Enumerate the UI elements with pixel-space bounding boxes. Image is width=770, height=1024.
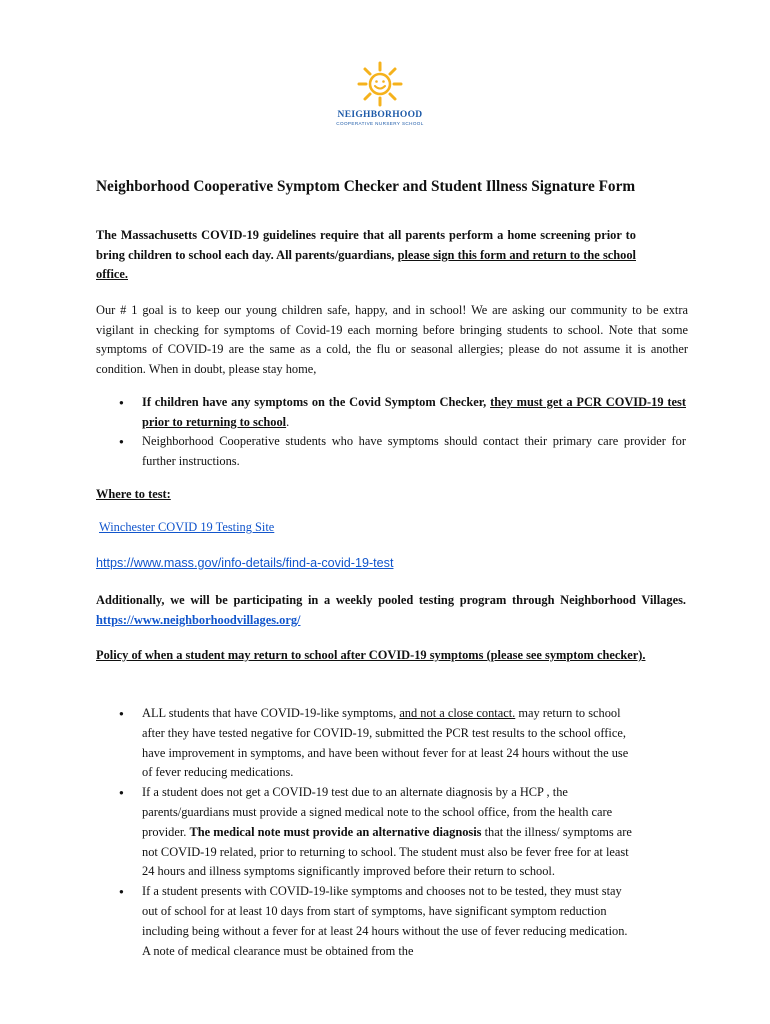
list-item bbox=[96, 882, 632, 961]
goal-paragraph: Our # 1 goal is to keep our young children safe, happy, and in school! We are asking our community to be extra vigilant in checking for symptoms of Covid-19 each morning before bringing students to school. Note that some symptoms of COVID-19 are the same as a cold, the flu or seasonal allergies; please do not assume it is another condition. When in doubt, please stay home, bbox=[96, 303, 688, 376]
list-item-bold: If children have any symptoms on the Covid Symptom Checker, bbox=[142, 395, 491, 409]
list-item-text: If a student presents with COVID-19-like symptoms and chooses not to be tested, they must stay out of school for at least 10 days from start of symptoms, have significant symptom reduction including being without a fever for at least 24 hours without the use of fever reducing medication. A note of medical clearance must be obtained from the bbox=[142, 884, 628, 958]
list-item-bold: The medical note must provide an alternative diagnosis bbox=[189, 824, 482, 839]
list-item-before: ALL students that have COVID-19-like symptoms, bbox=[142, 706, 400, 720]
return-policy-heading: Policy of when a student may return to school after COVID-19 symptoms (please see symptom checker). bbox=[96, 648, 646, 662]
pooled-testing-paragraph bbox=[96, 591, 686, 630]
list-item-underlined: and not a close contact. bbox=[399, 706, 516, 720]
list-item bbox=[96, 704, 632, 783]
list-item-bold-underlined: they must get a PCR COVID-19 test prior to returning to school bbox=[142, 395, 687, 429]
intro-paragraph bbox=[96, 226, 636, 285]
list-item bbox=[96, 393, 686, 432]
list-item-after: may return to school after they have tested negative for COVID-19, submitted the PCR test results to the school office, have improvement in symptoms, and have been without fever for at least 24 hours without the use of fever reducing medications. bbox=[142, 706, 629, 780]
neighborhood-villages-link[interactable]: https://www.neighborhoodvillages.org/ bbox=[96, 612, 301, 627]
where-to-test-heading: Where to test: bbox=[96, 487, 171, 501]
logo-name: NEIGHBORHOOD bbox=[337, 110, 423, 120]
intro-text: The Massachusetts COVID-19 guidelines require that all parents perform a home screening prior to bring children to school each day. All parents/guardians, bbox=[96, 228, 636, 262]
return-policy-list bbox=[96, 704, 632, 961]
list-item-after: . bbox=[286, 414, 290, 429]
list-item-before: If a student does not get a COVID-19 test due to an alternate diagnosis by a HCP , the parents/guardians must provide a signed medical note to the school office, from the health care provider. bbox=[142, 785, 613, 839]
sun-logo-icon bbox=[356, 60, 404, 108]
winchester-testing-link[interactable]: Winchester COVID 19 Testing Site bbox=[99, 520, 275, 534]
list-item bbox=[96, 783, 632, 882]
intro-sign-instruction: please sign this form and return to the school office. bbox=[96, 247, 636, 282]
symptom-list bbox=[96, 393, 686, 471]
school-logo bbox=[330, 60, 430, 126]
logo-subtitle: COOPERATIVE NURSERY SCHOOL bbox=[336, 121, 424, 126]
list-item bbox=[96, 432, 686, 471]
list-item-text: Neighborhood Cooperative students who have symptoms should contact their primary care provider for further instructions. bbox=[142, 434, 686, 468]
pooled-testing-text: Additionally, we will be participating in a weekly pooled testing program through Neighborhood Villages. bbox=[96, 593, 686, 607]
page-title: Neighborhood Cooperative Symptom Checker and Student Illness Signature Form bbox=[96, 178, 636, 195]
mass-gov-testing-link[interactable]: https://www.mass.gov/info-details/find-a-covid-19-test bbox=[96, 556, 394, 570]
list-item-after: that the illness/ symptoms are not COVID-19 related, prior to returning to school. The student must also be fever free for at least 24 hours and illness symptoms significantly improved before their return to school. bbox=[142, 824, 632, 879]
